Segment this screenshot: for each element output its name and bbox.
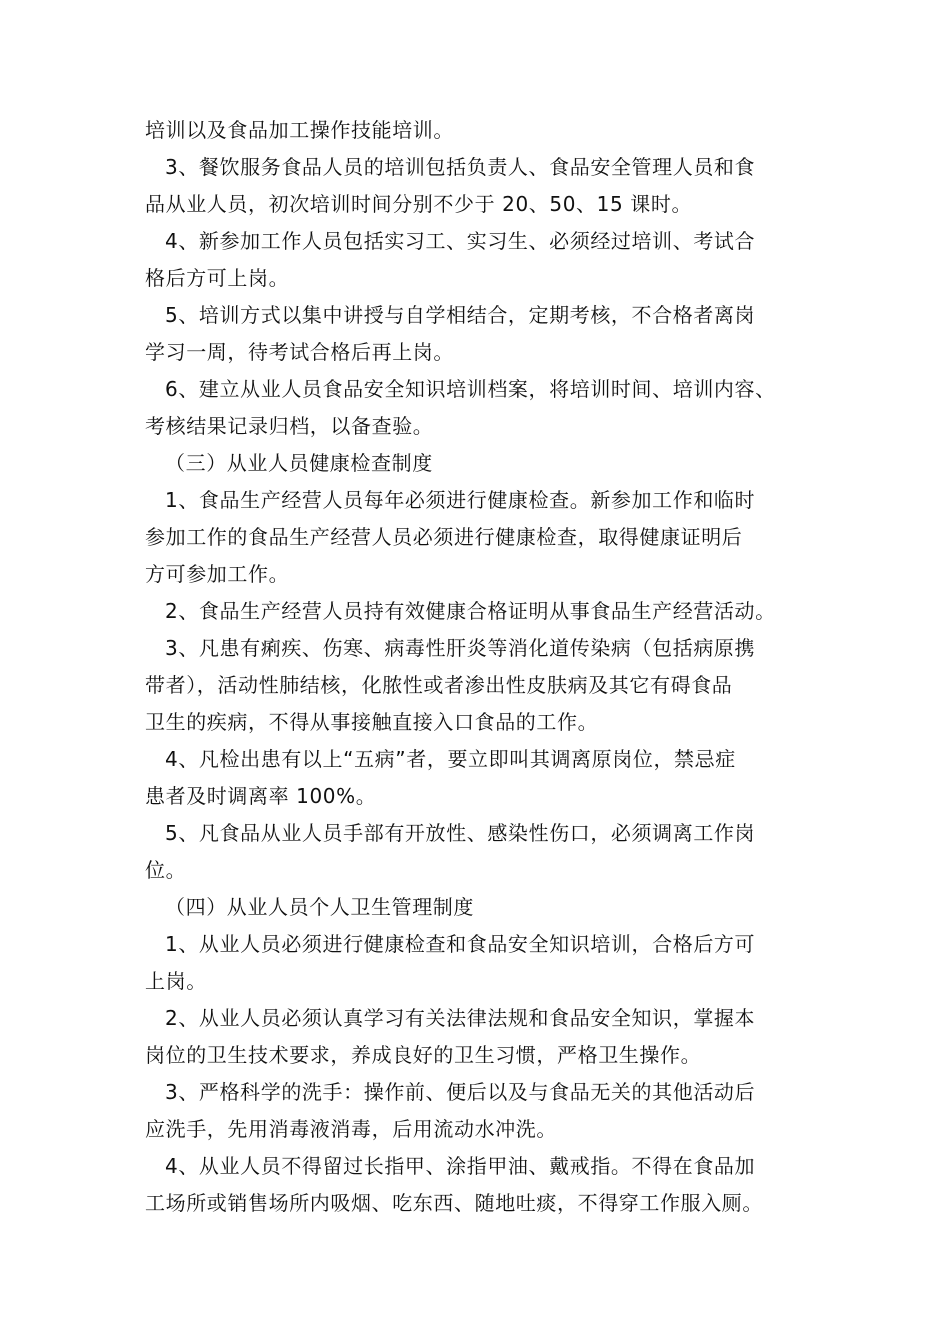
numbered-paragraph [145, 815, 825, 889]
numbered-paragraph [145, 371, 825, 445]
numbered-paragraph [145, 630, 825, 741]
text-line: 4、从业人员不得留过长指甲、涂指甲油、戴戒指。不得在食品加 [165, 1154, 756, 1178]
text-line: 带者），活动性肺结核，化脓性或者渗出性皮肤病及其它有碍食品 [145, 673, 733, 697]
paragraph [145, 112, 825, 149]
numbered-paragraph [145, 482, 825, 593]
text-line: 患者及时调离率 100%。 [145, 784, 377, 808]
text-line: 5、凡食品从业人员手部有开放性、感染性伤口，必须调离工作岗 [165, 821, 756, 845]
text-line: 位。 [145, 858, 187, 882]
text-line: 4、凡检出患有以上“五病”者，要立即叫其调离原岗位，禁忌症 [165, 747, 736, 771]
text-line: 参加工作的食品生产经营人员必须进行健康检查，取得健康证明后 [145, 525, 743, 549]
text-line: 1、食品生产经营人员每年必须进行健康检查。新参加工作和临时 [165, 488, 756, 512]
text-line: 5、培训方式以集中讲授与自学相结合，定期考核，不合格者离岗 [165, 303, 756, 327]
section-heading [145, 889, 825, 926]
numbered-paragraph [145, 741, 825, 815]
numbered-paragraph [145, 297, 825, 371]
text-line: （三）从业人员健康检查制度 [165, 451, 433, 475]
numbered-paragraph [145, 926, 825, 1000]
numbered-paragraph [145, 149, 825, 223]
text-line: 3、严格科学的洗手：操作前、便后以及与食品无关的其他活动后 [165, 1080, 756, 1104]
text-line: 上岗。 [145, 969, 207, 993]
text-line: （四）从业人员个人卫生管理制度 [165, 895, 474, 919]
text-line: 方可参加工作。 [145, 562, 290, 586]
text-line: 1、从业人员必须进行健康检查和食品安全知识培训，合格后方可 [165, 932, 756, 956]
text-line: 学习一周，待考试合格后再上岗。 [145, 340, 454, 364]
section-heading [145, 445, 825, 482]
text-line: 考核结果记录归档，以备查验。 [145, 414, 434, 438]
text-line: 应洗手，先用消毒液消毒，后用流动水冲洗。 [145, 1117, 557, 1141]
numbered-paragraph [145, 593, 825, 630]
document-body [145, 112, 825, 1222]
numbered-paragraph [145, 223, 825, 297]
text-line: 格后方可上岗。 [145, 266, 290, 290]
numbered-paragraph [145, 1074, 825, 1148]
text-line: 2、食品生产经营人员持有效健康合格证明从事食品生产经营活动。 [165, 599, 776, 623]
numbered-paragraph [145, 1000, 825, 1074]
text-line: 2、从业人员必须认真学习有关法律法规和食品安全知识，掌握本 [165, 1006, 756, 1030]
text-line: 品从业人员，初次培训时间分别不少于 20、50、15 课时。 [145, 192, 693, 216]
numbered-paragraph [145, 1148, 825, 1222]
text-line: 岗位的卫生技术要求，养成良好的卫生习惯，严格卫生操作。 [145, 1043, 702, 1067]
text-line: 4、新参加工作人员包括实习工、实习生、必须经过培训、考试合 [165, 229, 756, 253]
text-line: 培训以及食品加工操作技能培训。 [145, 118, 454, 142]
text-line: 卫生的疾病，不得从事接触直接入口食品的工作。 [145, 710, 599, 734]
text-line: 3、凡患有痢疾、伤寒、病毒性肝炎等消化道传染病（包括病原携 [165, 636, 756, 660]
text-line: 3、餐饮服务食品人员的培训包括负责人、食品安全管理人员和食 [165, 155, 756, 179]
text-line: 工场所或销售场所内吸烟、吃东西、随地吐痰，不得穿工作服入厕。 [145, 1191, 763, 1215]
text-line: 6、建立从业人员食品安全知识培训档案，将培训时间、培训内容、 [165, 377, 776, 401]
